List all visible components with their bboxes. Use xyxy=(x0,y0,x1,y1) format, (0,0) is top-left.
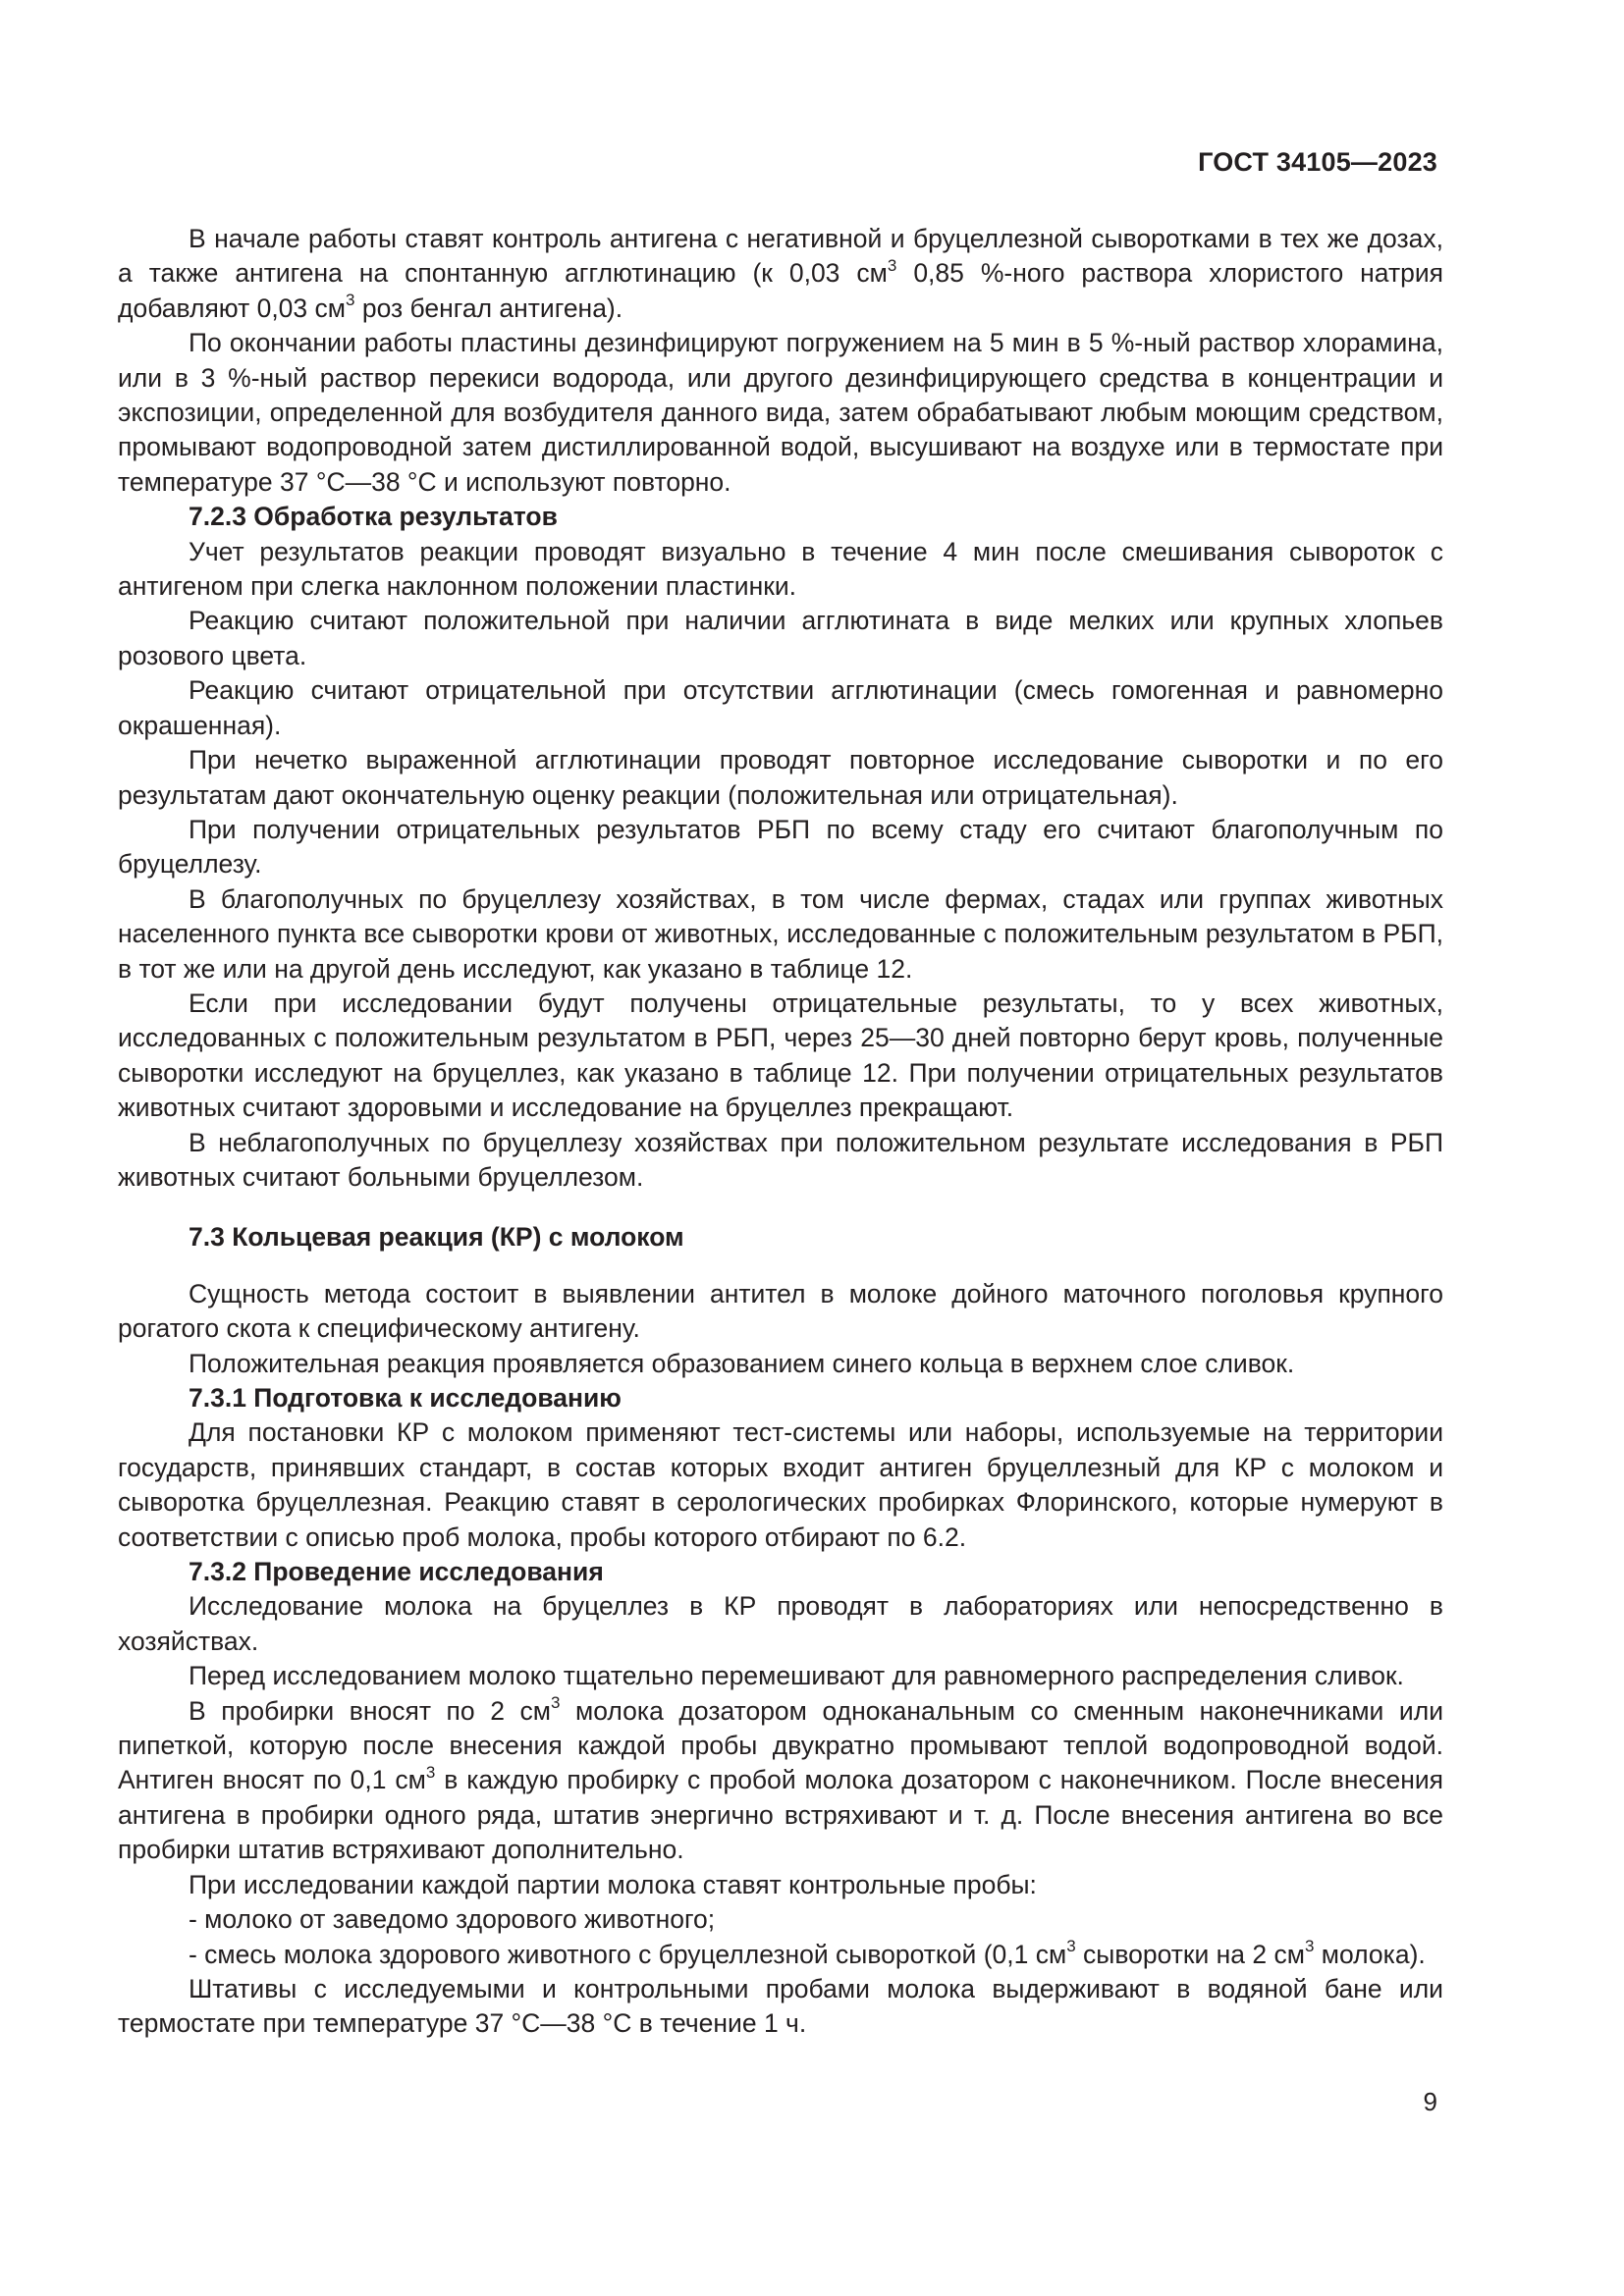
text-run: в каждую пробирку с пробой молока дозатором с наконечником. После внесения антигена в пробирки одного ряда, штатив энергично встряхивают и т. д. После внесения антигена во все пробирки штатив встряхивают дополнительно. xyxy=(118,1765,1443,1865)
paragraph: - молоко от заведомо здорового животного; xyxy=(189,1904,716,1935)
section-heading: 7.3.1 Подготовка к исследованию xyxy=(189,1383,622,1413)
section-heading: 7.3.2 Проведение исследования xyxy=(189,1557,604,1587)
paragraph: Если при исследовании будут получены отрицательные результаты, то у всех животных, исследованных с положительным результатом в РБП, через 25—30 дней повторно берут кровь, полученные сыворотки исследуют на бруцеллез, как указано в таблице 12. При получении отрицательных результатов животных считают здоровыми и исследование на бруцеллез прекращают. xyxy=(118,988,1443,1123)
text-run: - смесь молока здорового животного с бруцеллезной сывороткой (0,1 см xyxy=(189,1939,1067,1969)
superscript-exponent: 3 xyxy=(887,255,897,275)
paragraph: При нечетко выраженной агглютинации проводят повторное исследование сыворотки и по его результатам дают окончательную оценку реакции (положительная или отрицательная). xyxy=(118,745,1443,810)
superscript-exponent: 3 xyxy=(1066,1936,1076,1955)
paragraph: Для постановки КР с молоком применяют тест-системы или наборы, используемые на территории государств, принявших стандарт, в состав которых входит антиген бруцеллезный для КР с молоком и сыворотка бруцеллезная. Реакцию ставят в серологических пробирках Флоринского, которые нумеруют в соответствии с описью проб молока, пробы которого отбирают по 6.2. xyxy=(118,1417,1443,1552)
text-run: 0,85 %-ного раствора хлористого натрия добавляют 0,03 см xyxy=(118,258,1443,323)
superscript-exponent: 3 xyxy=(1304,1936,1315,1955)
paragraph: При получении отрицательных результатов РБП по всему стаду его считают благополучным по бруцеллезу. xyxy=(118,814,1443,880)
section-heading: 7.3 Кольцевая реакция (КР) с молоком xyxy=(189,1222,684,1253)
paragraph: Учет результатов реакции проводят визуально в течение 4 мин после смешивания сывороток с антигеном при слегка наклонном положении пластинки. xyxy=(118,536,1443,602)
page-number: 9 xyxy=(1423,2087,1437,2116)
paragraph: Сущность метода состоит в выявлении антител в молоке дойного маточного поголовья крупного рогатого скота к специфическому антигену. xyxy=(118,1278,1443,1344)
paragraph xyxy=(118,222,1443,326)
paragraph: Исследование молока на бруцеллез в КР проводят в лабораториях или непосредственно в хозяйствах. xyxy=(118,1591,1443,1656)
paragraph: Перед исследованием молоко тщательно перемешивают для равномерного распределения сливок. xyxy=(189,1661,1404,1691)
text-run: молока). xyxy=(1314,1939,1426,1969)
section-heading: 7.2.3 Обработка результатов xyxy=(189,502,558,532)
paragraph: В благополучных по бруцеллезу хозяйствах, в том числе фермах, стадах или группах животных населенного пункта все сыворотки крови от животных, исследованные с положительным результатом в РБП, в тот же или на другой день исследуют, как указано в таблице 12. xyxy=(118,883,1443,984)
paragraph: Штативы с исследуемыми и контрольными пробами молока выдерживают в водяной бане или термостате при температуре 37 °С—38 °С в течение 1 ч. xyxy=(118,1973,1443,2039)
superscript-exponent: 3 xyxy=(551,1692,561,1712)
superscript-exponent: 3 xyxy=(346,290,355,309)
superscript-exponent: 3 xyxy=(425,1762,436,1782)
paragraph: Реакцию считают отрицательной при отсутствии агглютинации (смесь гомогенная и равномерно окрашенная). xyxy=(118,675,1443,740)
paragraph: В неблагополучных по бруцеллезу хозяйствах при положительном результате исследования в РБП животных считают больными бруцеллезом. xyxy=(118,1127,1443,1192)
text-run: роз бенгал антигена). xyxy=(354,293,623,323)
text-run: молока дозатором одноканальным со сменным наконечниками или пипеткой, которую после внесения каждой пробы двукратно промывают теплой водопроводной водой. Антиген вносят по 0,1 см xyxy=(118,1695,1443,1795)
paragraph: Реакцию считают положительной при наличии агглютината в виде мелких или крупных хлопьев розового цвета. xyxy=(118,606,1443,670)
paragraph: По окончании работы пластины дезинфицируют погружением на 5 мин в 5 %-ный раствор хлорамина, или в 3 %-ный раствор перекиси водорода, или другого дезинфицирующего средства в концентрации и экспозиции, определенной для возбудителя данного вида, затем обрабатывают любым моющим средством, промывают водопроводной затем дистиллированной водой, высушивают на воздухе или в термостате при температуре 37 °С—38 °С и используют повторно. xyxy=(118,328,1443,497)
text-run: В пробирки вносят по 2 см xyxy=(189,1695,551,1726)
document-body xyxy=(118,222,1443,2042)
text-run: В начале работы ставят контроль антигена с негативной и бруцеллезной сыворотками в тех же дозах, а также антигена на спонтанную агглютинацию (к 0,03 см xyxy=(118,224,1443,289)
paragraph xyxy=(118,1694,1443,1868)
text-run: сыворотки на 2 см xyxy=(1075,1939,1305,1969)
paragraph: При исследовании каждой партии молока ставят контрольные пробы: xyxy=(189,1869,1037,1899)
paragraph xyxy=(118,1938,1443,1972)
document-header-standard: ГОСТ 34105—2023 xyxy=(1198,147,1437,177)
paragraph: Положительная реакция проявляется образованием синего кольца в верхнем слое сливок. xyxy=(189,1348,1295,1378)
